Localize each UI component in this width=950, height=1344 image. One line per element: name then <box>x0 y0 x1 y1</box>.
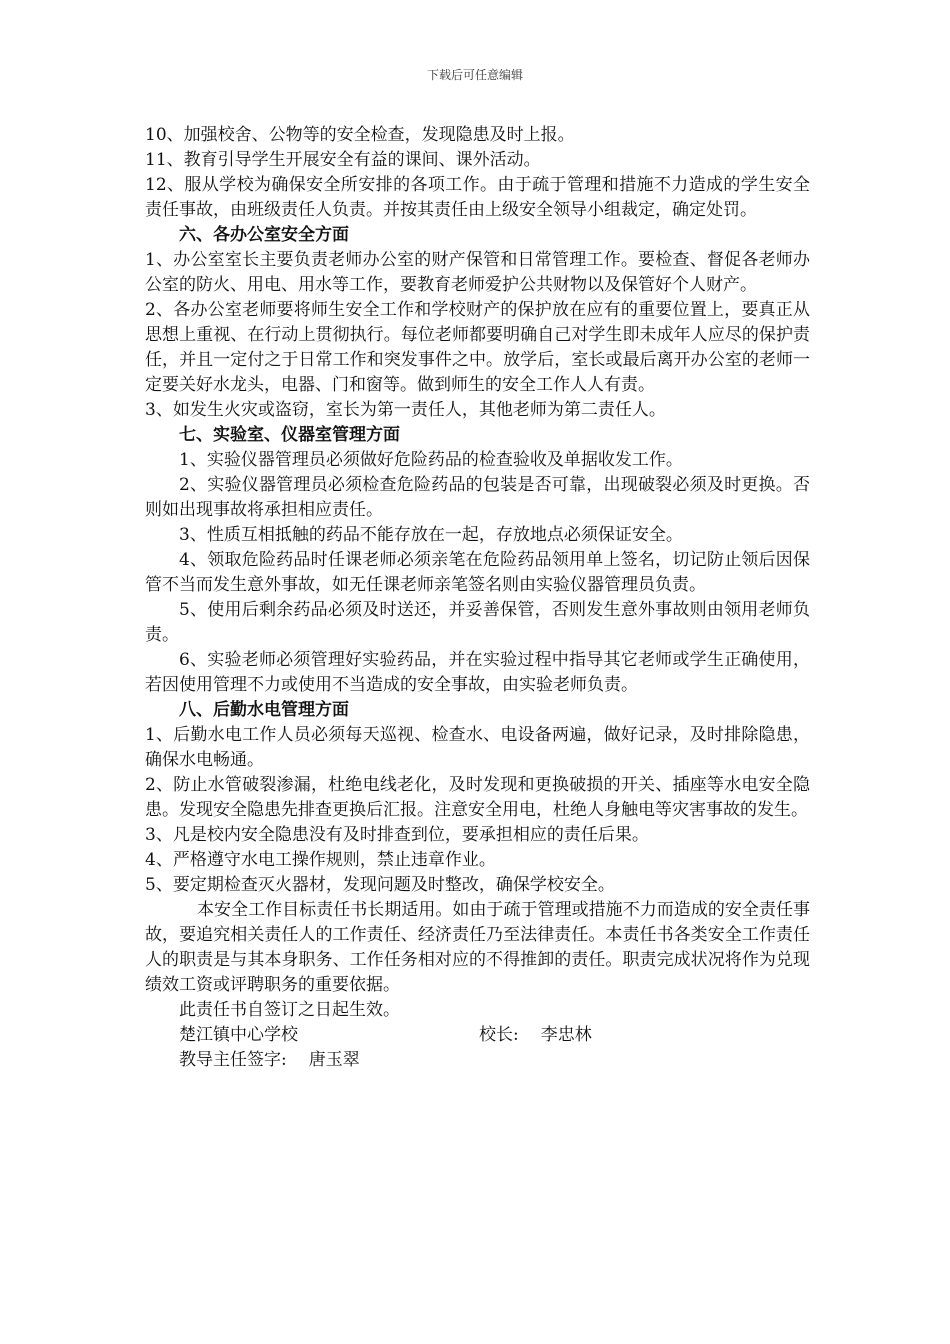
paragraph-lab-3: 3、性质互相抵触的药品不能存放在一起，存放地点必须保证安全。 <box>179 525 683 545</box>
paragraph-item-10: 10、加强校舍、公物等的安全检查，发现隐患及时上报。 <box>145 125 575 145</box>
school-name: 楚江镇中心学校 <box>179 1025 298 1045</box>
principal-name: 李忠林 <box>540 1025 592 1045</box>
paragraph-lab-6: 6、实验老师必须管理好实验药品，并在实验过程中指导其它老师或学生正确使用，若因使用管理不力或使用不当造成的安全事故，由实验老师负责。 <box>145 650 810 695</box>
paragraph-item-11: 11、教育引导学生开展安全有益的课间、课外活动。 <box>145 150 541 170</box>
director-name: 唐玉翠 <box>308 1050 360 1070</box>
director-label: 教导主任签字: <box>179 1050 287 1070</box>
paragraph-utilities-3: 3、凡是校内安全隐患没有及时排查到位，要承担相应的责任后果。 <box>145 825 649 845</box>
paragraph-office-1: 1、办公室室长主要负责老师办公室的财产保管和日常管理工作。要检查、督促各老师办公室的防火、用电、用水等工作，要教育老师爱护公共财物以及保管好个人财产。 <box>145 250 810 295</box>
paragraph-office-3: 3、如发生火灾或盗窃，室长为第一责任人，其他老师为第二责任人。 <box>145 400 666 420</box>
paragraph-lab-2: 2、实验仪器管理员必须检查危险药品的包装是否可靠，出现破裂必须及时更换。否则如出现事故将承担相应责任。 <box>145 475 810 520</box>
paragraph-item-12: 12、服从学校为确保安全所安排的各项工作。由于疏于管理和措施不力造成的学生安全责任事故，由班级责任人负责。并按其责任由上级安全领导小组裁定，确定处罚。 <box>145 175 810 220</box>
paragraph-utilities-4: 4、严格遵守水电工操作规则，禁止违章作业。 <box>145 850 496 870</box>
paragraph-lab-4: 4、领取危险药品时任课老师必须亲笔在危险药品领用单上签名，切记防止领后因保管不当而发生意外事故，如无任课老师亲笔签名则由实验仪器管理员负责。 <box>145 550 810 595</box>
paragraph-lab-1: 1、实验仪器管理员必须做好危险药品的检查验收及单据收发工作。 <box>179 450 683 470</box>
principal-label: 校长: <box>479 1025 519 1045</box>
section-heading-utilities: 八、后勤水电管理方面 <box>179 700 349 720</box>
paragraph-lab-5: 5、使用后剩余药品必须及时送还，并妥善保管，否则发生意外事故则由领用老师负责。 <box>145 600 810 645</box>
paragraph-office-2: 2、各办公室老师要将师生安全工作和学校财产的保护放在应有的重要位置上，要真正从思想上重视、在行动上贯彻执行。每位老师都要明确自己对学生即未成年人应尽的保护责任，并且一定付之于日常工作和突发事件之中。放学后，室长或最后离开办公室的老师一定要关好水龙头，电器、门和窗等。做到师生的安全工作人人有责。 <box>145 300 810 395</box>
paragraph-utilities-1: 1、后勤水电工作人员必须每天巡视、检查水、电设备两遍，做好记录，及时排除隐患，确保水电畅通。 <box>145 725 810 770</box>
paragraph-effective: 此责任书自签订之日起生效。 <box>179 1000 400 1020</box>
signature-row-school <box>145 1023 810 1048</box>
paragraph-summary: 本安全工作目标责任书长期适用。如由于疏于管理或措施不力而造成的安全责任事故，要追究相关责任人的工作责任、经济责任乃至法律责任。本责任书各类安全工作责任人的职责是与其本身职务、工作任务相对应的不得推卸的责任。职责完成状况将作为兑现绩效工资或评聘职务的重要依据。 <box>145 900 810 995</box>
paragraph-utilities-5: 5、要定期检查灭火器材，发现问题及时整改，确保学校安全。 <box>145 875 615 895</box>
page-header-note: 下载后可任意编辑 <box>426 68 523 82</box>
section-heading-office: 六、各办公室安全方面 <box>179 225 349 245</box>
document-body <box>145 123 810 1073</box>
paragraph-utilities-2: 2、防止水管破裂渗漏，杜绝电线老化，及时发现和更换破损的开关、插座等水电安全隐患。发现安全隐患先排查更换后汇报。注意安全用电，杜绝人身触电等灾害事故的发生。 <box>145 775 810 820</box>
signature-row-director <box>145 1048 810 1073</box>
section-heading-lab: 七、实验室、仪器室管理方面 <box>179 425 400 445</box>
